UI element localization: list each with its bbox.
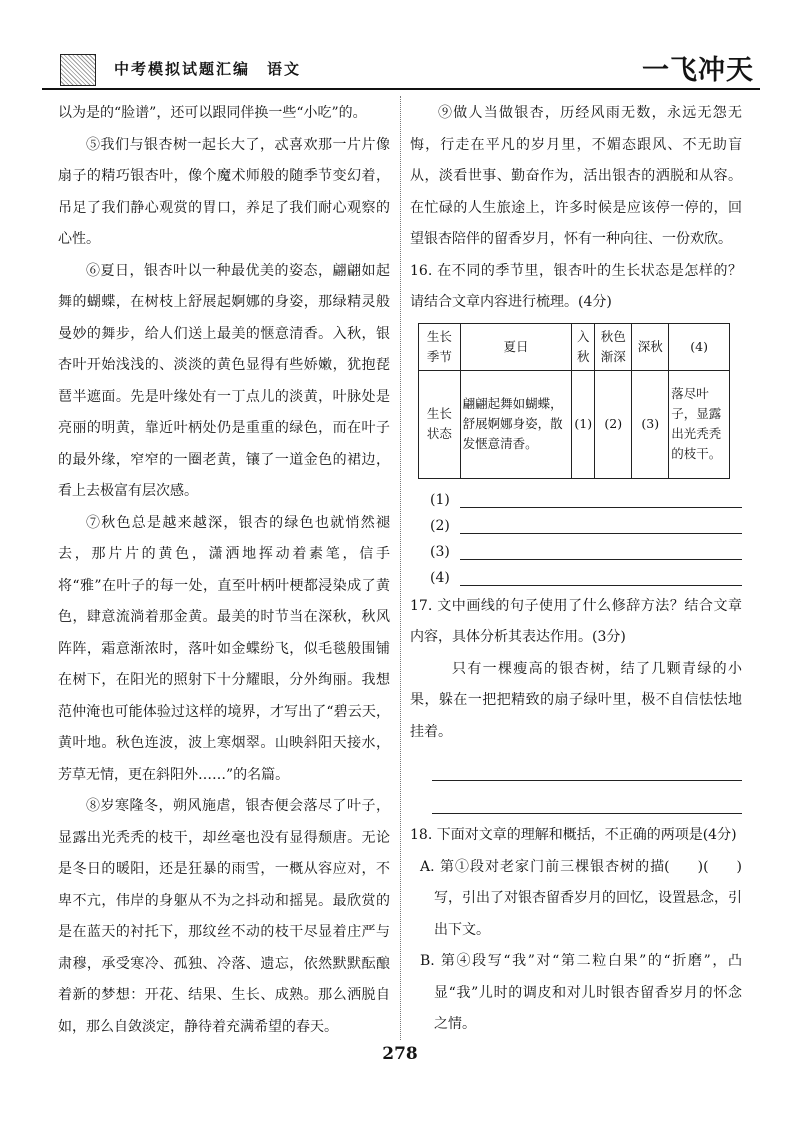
table-cell: (1) <box>572 370 595 478</box>
paragraph-continued: 以为是的“脸谱”，还可以跟同伴换一些“小吃”的。 <box>58 105 367 121</box>
answer-label: (4) <box>430 569 450 586</box>
table-cell: 翩翩起舞如蝴蝶，舒展婀娜身姿，散发惬意清香。 <box>460 370 572 478</box>
paragraph-9: ⑨做人当做银杏，历经风雨无数，永远无怨无悔，行走在平凡的岁月里，不媚态跟风、不无助盲从，淡看世事、勤奋作为，活出银杏的洒脱和从容。在忙碌的人生旅途上，许多时候是应该停一停的，回望银杏陪伴的留香岁月，怀有一种向往、一份欢欣。 <box>410 105 742 247</box>
right-column <box>410 98 742 1041</box>
paragraph-7: ⑦秋色总是越来越深，银杏的绿色也就悄然褪去，那片片的黄色，潇洒地挥动着素笔，信手将“雅”在叶子的每一处，直至叶柄叶梗都浸染成了黄色，肆意流淌着那金黄。最美的时节当在深秋，秋风阵阵，霜意渐浓时，落叶如金蝶纷飞，似毛毯般围铺在树下，在阳光的照射下十分耀眼，分外绚丽。我想范仲淹也可能体验过这样的境界，才写出了“碧云天，黄叶地。秋色连波，波上寒烟翠。山映斜阳天接水，芳草无情，更在斜阳外……”的名篇。 <box>58 514 390 783</box>
answer-bracket[interactable]: ( )( ) <box>664 858 742 875</box>
table-cell: 入秋 <box>572 323 595 370</box>
option-a: A. 第①段对老家门前三棵银杏树的描写，引出了对银杏留香岁月的回忆，设置悬念，引出下文。 <box>420 858 742 938</box>
table-cell: 深秋 <box>632 323 669 370</box>
option-b: B. 第④段写“我”对“第二粒白果”的“折磨”，凸显“我”儿时的调皮和对儿时银杏留香岁月的怀念之情。 <box>420 953 742 1032</box>
answer-line-2[interactable] <box>410 513 742 539</box>
answer-line-3[interactable] <box>410 539 742 565</box>
growth-table <box>418 323 730 479</box>
page-header <box>42 50 760 92</box>
table-row <box>419 370 730 478</box>
table-cell: 落尽叶子，显露出光秃秃的枝干。 <box>669 370 730 478</box>
header-rule <box>42 88 760 90</box>
book-logo-icon <box>60 54 96 86</box>
question-16: 16. 在不同的季节里，银杏叶的生长状态是怎样的？请结合文章内容进行梳理。(4分) <box>410 262 742 310</box>
series-brand: 一飞冲天 <box>642 55 754 86</box>
question-17: 17. 文中画线的句子使用了什么修辞方法？结合文章内容，具体分析其表达作用。(3分) <box>410 597 742 645</box>
answer-line-4[interactable] <box>410 565 742 591</box>
table-cell: (2) <box>595 370 632 478</box>
answer-label: (2) <box>430 517 450 534</box>
table-header-row <box>419 323 730 370</box>
left-column <box>58 98 390 1043</box>
paragraph-8: ⑧岁寒隆冬，朔风施虐，银杏便会落尽了叶子，显露出光秃秃的枝干，却丝毫也没有显得颓唐。无论是冬日的暖阳，还是狂暴的雨雪，一概从容应对，不卑不亢，伟岸的身躯从不为之抖动和摇晃。最欣赏的是在蓝天的衬托下，那纹丝不动的枝干尽显着庄严与肃穆，承受寒冷、孤独、冷落、遗忘，依然默默酝酿着新的梦想：开花、结果、生长、成熟。那么洒脱自如，那么自敛淡定，静待着充满希望的春天。 <box>58 798 390 1035</box>
answer-label: (1) <box>430 491 450 508</box>
column-divider <box>400 96 401 1040</box>
table-cell: (3) <box>632 370 669 478</box>
paragraph-6: ⑥夏日，银杏叶以一种最优美的姿态，翩翩如起舞的蝴蝶，在树枝上舒展起婀娜的身姿，那绿精灵般曼妙的舞步，给人们送上最美的惬意清香。入秋，银杏叶开始浅浅的、淡淡的黄色显得有些娇嫩，犹抱琵琶半遮面。先是叶缘处有一丁点儿的淡黄，叶脉处是亮丽的明黄，靠近叶柄处仍是重重的绿色，而在叶子的最外缘，窄窄的一圈老黄，镶了一道金色的裙边，看上去极富有层次感。 <box>58 262 390 499</box>
question-18: 18. 下面对文章的理解和概括，不正确的两项是(4分) ( )( ) <box>410 820 742 852</box>
table-cell: (4) <box>669 323 730 370</box>
answer-line-1[interactable] <box>410 487 742 513</box>
table-cell: 夏日 <box>460 323 572 370</box>
paragraph-5: ⑤我们与银杏树一起长大了，忒喜欢那一片片像扇子的精巧银杏叶，像个魔术师般的随季节变幻着，吊足了我们静心观赏的胃口，养足了我们耐心观察的心性。 <box>58 136 390 247</box>
table-cell: 生长季节 <box>419 323 461 370</box>
answer-blank-1[interactable] <box>432 748 742 781</box>
table-cell: 秋色渐深 <box>595 323 632 370</box>
table-cell: 生长状态 <box>419 370 461 478</box>
answer-label: (3) <box>430 543 450 560</box>
quoted-sentence: 只有一棵瘦高的银杏树，结了几颗青绿的小果，躲在一把把精致的扇子绿叶里，极不自信怯怯地挂着。 <box>410 660 742 740</box>
answer-blank-2[interactable] <box>432 781 742 814</box>
page-number: 278 <box>382 1044 418 1064</box>
book-title: 中考模拟试题汇编 语文 <box>114 60 302 78</box>
